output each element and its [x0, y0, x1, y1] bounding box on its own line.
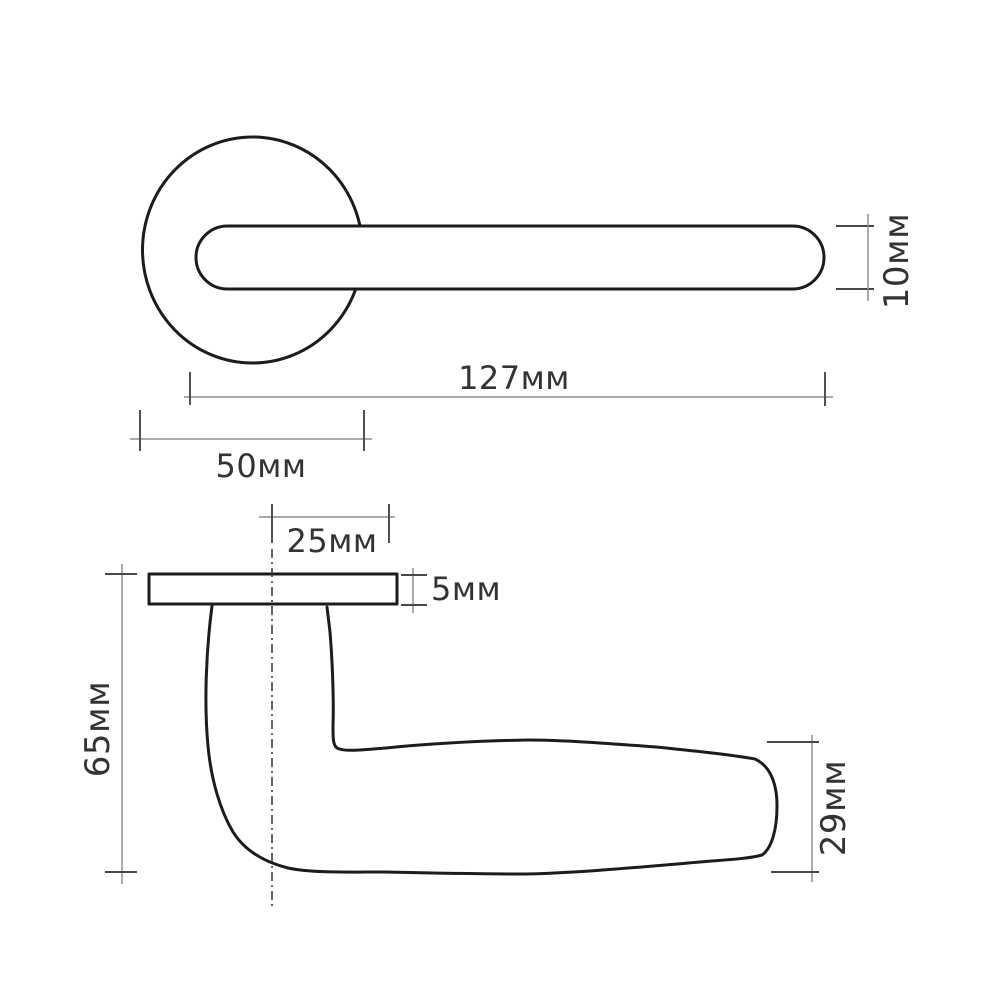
dim-center-offset	[259, 504, 395, 560]
dim-lever-thickness-label: 10мм	[877, 212, 917, 310]
dim-overall-projection-label: 65мм	[78, 680, 118, 778]
dim-grip-height-label: 29мм	[814, 759, 854, 857]
side-view	[78, 504, 854, 909]
handle-side-outline	[206, 606, 777, 874]
front-view	[130, 137, 917, 485]
dim-rosette-diameter-label: 50мм	[215, 447, 307, 485]
dim-lever-length-label: 127мм	[458, 359, 570, 397]
dim-rosette-thickness	[401, 568, 501, 613]
rosette-side-outline	[149, 574, 397, 604]
dim-lever-thickness	[836, 213, 917, 310]
dim-rosette-diameter	[130, 410, 372, 485]
lever-front-outline	[196, 226, 824, 289]
dim-lever-length	[184, 359, 833, 406]
dim-grip-height	[767, 735, 854, 882]
dim-overall-projection	[78, 564, 137, 884]
dim-center-offset-label: 25мм	[286, 522, 378, 560]
dim-rosette-thickness-label: 5мм	[431, 570, 502, 608]
